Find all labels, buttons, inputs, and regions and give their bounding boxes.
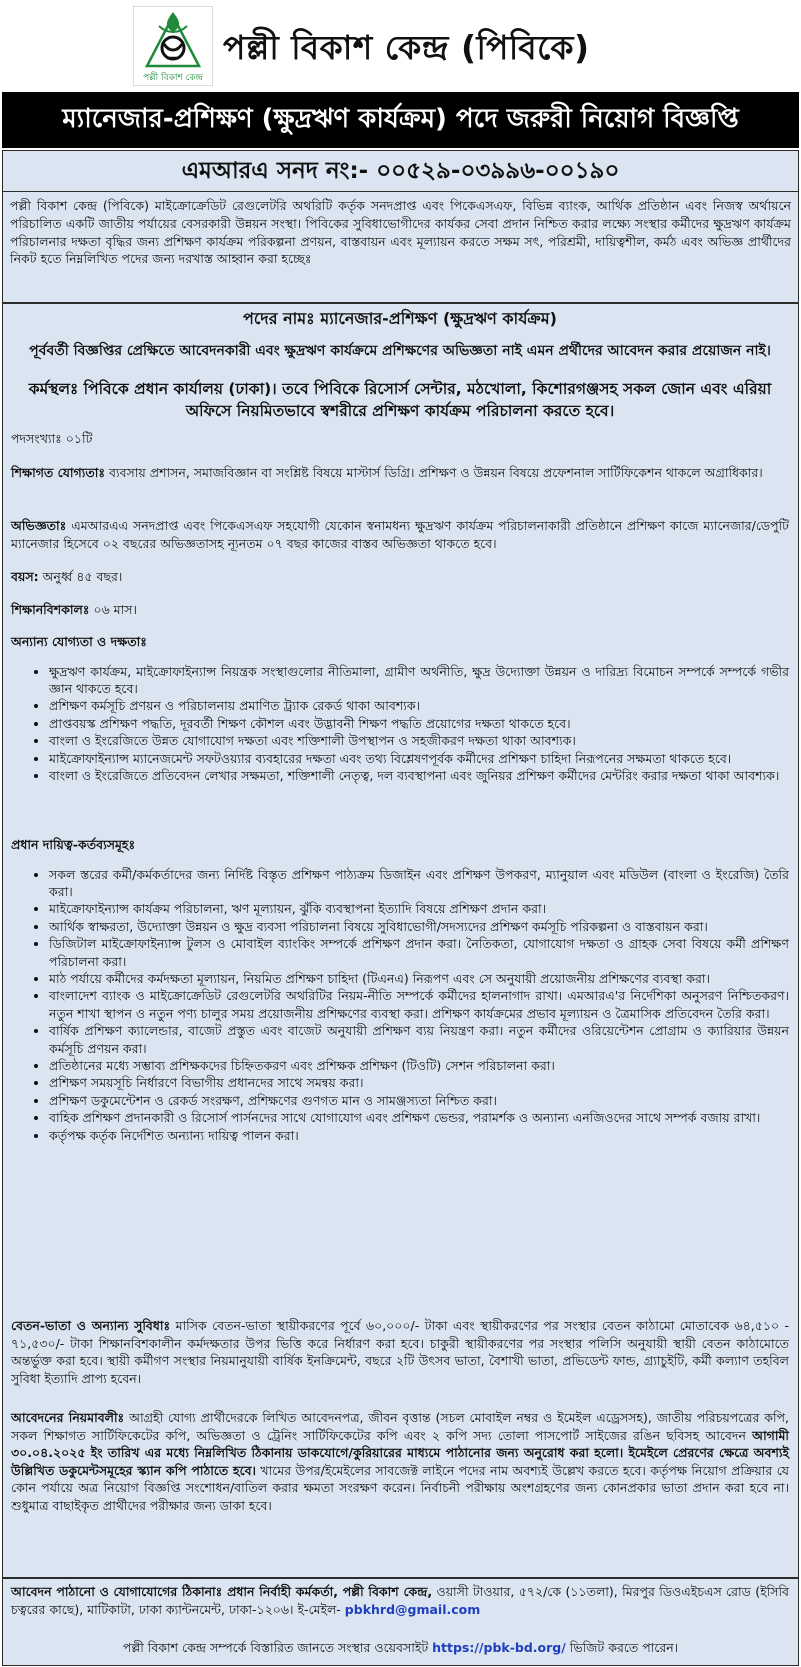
- contact-address-text: ওয়াসী টাওয়ার, ৫৭২/কে (১১তলা), মিরপুর ডিওএইচএস রোড (ইসিবি চত্বরের কাছে), মাটিকাটা, ঢাকা ক্যান্টনমেন্ট, ঢাকা-১২০৬। ই-মেইল-: [11, 1584, 790, 1617]
- probation-period: [11, 601, 789, 619]
- duties-list: [11, 866, 789, 1145]
- vacancy-count: পদসংখ্যাঃ ০১টি: [11, 431, 93, 446]
- salary-benefits: [11, 1317, 789, 1387]
- age-text: অনুর্ধ্ব ৪৫ বছর।: [38, 569, 123, 584]
- intro-box: [2, 191, 799, 303]
- other-skills-section: [11, 633, 789, 784]
- experience-text: এমআরএএ সনদপ্রাপ্ত এবং পিকেএসএফ সহযোগী যেকোন স্বনামধন্য ক্ষুদ্রঋণ কার্যক্রম পরিচালনাকারী প্রতিষ্ঠানে প্রশিক্ষণ কাজে ম্যানেজার/ডেপুটি ম্যানেজার হিসেবে ০২ বছরের অভিজ্ঞতাসহ ন্যূনতম ০৭ বছর কাজের বাস্তব অভিজ্ঞতা থাকতে হবে।: [11, 518, 789, 551]
- other-skills-heading: অন্যান্য যোগ্যতা ও দক্ষতাঃ: [11, 634, 147, 649]
- application-label: আবেদনের নিয়মাবলীঃ: [11, 1410, 125, 1425]
- header: [0, 0, 801, 90]
- workplace-notice: কর্মস্থলঃ পিবিকে প্রধান কার্যালয় (ঢাকা)। তবে পিবিকে রিসোর্স সেন্টার, মঠখোলা, কিশোরগঞ্জসহ সকল জোন এবং এরিয়া অফিসে নিয়মিতভাবে স্বশরীরে প্রশিক্ষণ কার্যক্রম পরিচালনা করতে হবে।: [28, 380, 772, 420]
- website-prefix: পল্লী বিকাশ কেন্দ্র সম্পর্কে বিস্তারিত জানতে সংস্থার ওয়েবসাইট: [122, 1640, 433, 1655]
- list-item: • সকল স্তরের কর্মী/কর্মকর্তাদের জন্য নির্দিষ্ট বিস্তৃত প্রশিক্ষণ পাঠ্যক্রম ডিজাইন এবং প্রশিক্ষণ উপকরণ, ম্যানুয়াল এবং মডিউল (বাংলা ও ইংরেজি) তৈরি করা।: [49, 866, 789, 901]
- list-item: • প্রাপ্তবয়স্ক প্রশিক্ষণ পদ্ধতি, দূরবর্তী শিক্ষণ কৌশল এবং উদ্ভাবনী শিক্ষণ পদ্ধতি প্রয়োগের দক্ষতা থাকতে হবে।: [49, 715, 789, 732]
- application-deadline: আগামী ৩০.০৪.২০২৫ ইং তারিখ এর মধ্যে নিম্নলিখিত ঠিকানায় ডাকযোগে/কুরিয়ারের মাধ্যমে পাঠানোর জন্য অনুরোধ করা হলো। ইমেইলে প্রেরণের ক্ষেত্রে অবশ্যই উল্লিখিত ডকুমেন্টসমূহের স্ক্যান কপি পাঠাতে হবে।: [11, 1427, 789, 1478]
- experience-label: অভিজ্ঞতাঃ: [11, 518, 67, 533]
- website-line: [3, 1639, 798, 1657]
- list-item: • ডিজিটাল মাইক্রোফাইন্যান্স টুলস ও মোবাইল ব্যাংকিং সম্পর্কে প্রশিক্ষণ প্রদান করা। নৈতিকতা, যোগাযোগ দক্ষতা ও গ্রাহক সেবা বিষয়ে কর্মী প্রশিক্ষণ পরিচালনা করা।: [49, 935, 789, 970]
- contact-address: [11, 1583, 789, 1619]
- mra-certificate-number: এমআরএ সনদ নং:- ০০৫২৯-০৩৯৯৬-০০১৯০: [2, 150, 799, 192]
- list-item: • প্রশিক্ষণ ডকুমেন্টেশন ও রেকর্ড সংরক্ষণ, প্রশিক্ষণের গুণগত মান ও সামঞ্জস্যতা নিশ্চিত করা।: [49, 1092, 789, 1109]
- list-item: • বার্ষিক প্রশিক্ষণ ক্যালেন্ডার, বাজেট প্রস্তুত এবং বাজেট অনুযায়ী প্রশিক্ষণ ব্যয় নিয়ন্ত্রণ করা। নতুন কর্মীদের ওরিয়েন্টেশন প্রোগ্রাম ও ক্যারিয়ার উন্নয়ন কর্মসূচি প্রণয়ন করা।: [49, 1022, 789, 1057]
- duties-heading: প্রধান দায়িত্ব-কর্তব্যসমূহঃ: [11, 837, 136, 852]
- list-item: • ক্ষুদ্রঋণ কার্যক্রম, মাইক্রোফাইন্যান্স নিয়ন্ত্রক সংস্থাগুলোর নীতিমালা, গ্রামীণ অর্থনীতি, ক্ষুদ্র উদ্যোক্তা উন্নয়ন ও দারিদ্র্য বিমোচন সম্পর্কে সম্পর্কে গভীর জ্ঞান থাকতে হবে।: [49, 663, 789, 698]
- list-item: • বাংলা ও ইংরেজিতে প্রতিবেদন লেখার সক্ষমতা, শক্তিশালী নেতৃত্ব, দল ব্যবস্থাপনা এবং জুনিয়র প্রশিক্ষণ কর্মীদের মেন্টরিং করার দক্ষতা থাকা আবশ্যক।: [49, 767, 789, 784]
- org-title: পল্লী বিকাশ কেন্দ্র (পিবিকে): [223, 28, 590, 67]
- website-suffix: ভিজিট করতে পারেন।: [565, 1640, 679, 1655]
- website-link[interactable]: https://pbk-bd.org/: [432, 1640, 566, 1655]
- application-rules: [11, 1409, 789, 1515]
- duties-section: [11, 836, 789, 1144]
- probation-label: শিক্ষানবিশকালঃ: [11, 602, 90, 617]
- list-item: • প্রশিক্ষণ কর্মসূচি প্রণয়ন ও পরিচালনায় প্রমাণিত ট্র্যাক রেকর্ড থাকা আবশ্যক।: [49, 697, 789, 714]
- other-skills-list: [11, 663, 789, 785]
- experience-requirement: [11, 517, 789, 552]
- list-item: • বাংলাদেশ ব্যাংক ও মাইক্রোক্রেডিট রেগুলেটরি অথরিটির নিয়ম-নীতি সম্পর্কে কর্মীদের হালনাগাদ রাখা। এমআরএ'র নির্দেশিকা অনুসরণ নিশ্চিতকরণ। নতুন শাখা স্থাপন ও নতুন পণ্য চালুর সময় প্রয়োজনীয় প্রশিক্ষণের ব্যবস্থা করা। প্রশিক্ষণ কার্যক্রমের প্রভাব মূল্যায়ন ও ত্রৈমাসিক প্রতিবেদন তৈরি করা।: [49, 987, 789, 1022]
- notice-title: ম্যানেজার-প্রশিক্ষণ (ক্ষুদ্রঋণ কার্যক্রম) পদে জরুরী নিয়োগ বিজ্ঞপ্তি: [2, 92, 799, 148]
- post-title: পদের নামঃ ম্যানেজার-প্রশিক্ষণ (ক্ষুদ্রঋণ কার্যক্রম): [243, 309, 557, 328]
- age-label: বয়স:: [11, 569, 39, 584]
- list-item: • মাইক্রোফাইন্যান্স কার্যক্রম পরিচালনা, ঋণ মূল্যায়ন, ঝুঁকি ব্যবস্থাপনা ইত্যাদি বিষয়ে প্রশিক্ষণ প্রদান করা।: [49, 900, 789, 917]
- logo-text: পল্লী বিকাশ কেন্দ্র: [143, 73, 203, 83]
- list-item: • বাংলা ও ইংরেজিতে উন্নত যোগাযোগ দক্ষতা এবং শক্তিশালী উপস্থাপন ও সহজীকরণ দক্ষতা থাকা আবশ্যক।: [49, 732, 789, 749]
- intro-text: পল্লী বিকাশ কেন্দ্র (পিবিকে) মাইক্রোক্রেডিট রেগুলেটরি অথরিটি কর্তৃক সনদপ্রাপ্ত এবং পিকেএসএফ, বিভিন্ন ব্যাংক, আর্থিক প্রতিষ্ঠান এবং নিজস্ব অর্থায়নে পরিচালিত একটি জাতীয় পর্যায়ের বেসরকারী উন্নয়ন সংস্থা। পিবিকের সুবিধাভোগীদের কার্যকর সেবা প্রদান নিশ্চিত করার লক্ষ্যে সংস্থার কর্মীদের ক্ষুদ্রঋণ কার্যক্রম পরিচালনার দক্ষতা বৃদ্ধির জন্য প্রশিক্ষণ কার্যক্রম পরিকল্পনা প্রণয়ন, বাস্তবায়ন এবং মূল্যায়ন করতে সক্ষম সৎ, পরিশ্রমী, দায়িত্বশীল, কর্মঠ এবং অভিজ্ঞ প্রার্থীদের নিকট হতে নিম্নলিখিত পদের জন্য দরখাস্ত আহ্বান করা হচ্ছেঃ: [10, 198, 791, 267]
- list-item: • মাইক্রোফাইন্যান্স ম্যানেজমেন্ট সফটওয়্যার ব্যবহারের দক্ষতা এবং তথ্য বিশ্লেষণপূর্বক কর্মীদের প্রশিক্ষণ চাহিদা নিরূপনের সক্ষমতা থাকতে হবে।: [49, 750, 789, 767]
- age-limit: [11, 568, 789, 586]
- contact-address-bold: প্রধান নির্বাহী কর্মকর্তা, পল্লী বিকাশ কেন্দ্র,: [222, 1584, 433, 1599]
- probation-text: ০৬ মাস।: [89, 602, 137, 617]
- education-text: ব্যবসায় প্রশাসন, সমাজবিজ্ঞান বা সংশ্লিষ্ট বিষয়ে মাস্টার্স ডিগ্রি। প্রশিক্ষণ ও উন্নয়ন বিষয়ে প্রফেশনাল সার্টিফিকেশন থাকলে অগ্রাধিকার।: [105, 465, 763, 480]
- contact-label: আবেদন পাঠানো ও যোগাযোগের ঠিকানাঃ: [11, 1584, 223, 1599]
- contact-box: [2, 1578, 799, 1666]
- education-requirement: [11, 464, 789, 482]
- previous-applicants-notice: পূর্ববর্তী বিজ্ঞপ্তির প্রেক্ষিতে আবেদনকারী এবং ক্ষুদ্রঋণ কার্যক্রমে প্রশিক্ষণের অভিজ্ঞতা নাই এমন প্রর্থীদের আবেদন করার প্রয়োজন নাই।: [29, 343, 771, 359]
- list-item: • প্রশিক্ষণ সময়সূচি নির্ধারণে বিভাগীয় প্রধানদের সাথে সমন্বয় করা।: [49, 1074, 789, 1091]
- main-box: [2, 303, 799, 1578]
- list-item: • কর্তৃপক্ষ কর্তৃক নির্দেশিত অন্যান্য দায়িত্ব পালন করা।: [49, 1127, 789, 1144]
- pbk-logo-icon: [133, 6, 213, 86]
- list-item: • মাঠ পর্যায়ে কর্মীদের কর্মদক্ষতা মূল্যায়ন, নিয়মিত প্রশিক্ষণ চাহিদা (টিএনএ) নিরূপণ এবং সে অনুযায়ী প্রয়োজনীয় প্রশিক্ষণের ব্যবস্থা করা।: [49, 970, 789, 987]
- education-label: শিক্ষাগত যোগ্যতাঃ: [11, 465, 106, 480]
- application-text-1: আগ্রহী যোগ্য প্রার্থীদেরকে লিখিত আবেদনপত্র, জীবন বৃত্তান্ত (সচল মোবাইল নম্বর ও ইমেইল এড্রেসসহ), জাতীয় পরিচয়পত্রের কপি, সকল শিক্ষাগত সার্টিফিকেটের কপি, অভিজ্ঞতা ও ট্রেনিং সার্টিফিকেটের কপি এবং ২ কপি সদ্য তোলা পাসপোর্ট সাইজের রঙিন ছবিসহ আবেদন: [11, 1410, 789, 1443]
- contact-email-link[interactable]: pbkhrd@gmail.com: [344, 1602, 481, 1617]
- list-item: • বাহিক প্রশিক্ষণ প্রদানকারী ও রিসোর্স পার্সনদের সাথে যোগাযোগ এবং প্রশিক্ষণ ভেন্ডর, পরামর্শক ও অন্যান্য এনজিওদের সাথে সম্পর্ক বজায় রাখা।: [49, 1109, 789, 1126]
- salary-label: বেতন-ভাতা ও অন্যান্য সুবিধাঃ: [11, 1318, 171, 1333]
- salary-text: মাসিক বেতন-ভাতা স্থায়ীকরণের পূর্বে ৬০,০০০/- টাকা এবং স্থায়ীকরণের পর সংস্থার বেতন কাঠামো মোতাবেক ৬৪,৫১০ - ৭১,৫৩০/- টাকা শিক্ষানবিশকালীন কর্মদক্ষতার উপর ভিত্তি করে নির্ধারণ করা হবে। চাকুরী স্থায়ীকরণের পর সংস্থার পলিসি অনুযায়ী স্থায়ী বেতন কাঠামোতে অন্তর্ভুক্ত করা হবে। স্থায়ী কর্মীগণ সংস্থার নিয়মানুযায়ী বার্ষিক ইনক্রিমেন্ট, বছরে ২টি উৎসব ভাতা, বৈশাখী ভাতা, প্রভিডেন্ট ফান্ড, গ্র্যাচুইটি, কর্মী কল্যাণ তহবিল সুবিধা ইত্যাদি প্রাপ্য হবেন।: [11, 1318, 789, 1386]
- list-item: • আর্থিক স্বাক্ষরতা, উদ্যোক্তা উন্নয়ন ও ক্ষুদ্র ব্যবসা পরিচালনা বিষয়ে সুবিধাভোগী/সদস্যদের প্রশিক্ষণ কর্মসূচি পরিকল্পনা ও বাস্তবায়ন করা।: [49, 918, 789, 935]
- list-item: • প্রতিষ্ঠানের মধ্যে সম্ভাব্য প্রশিক্ষকদের চিহ্নিতকরণ এবং প্রশিক্ষক প্রশিক্ষণ (টিওটি) সেশন পরিচালনা করা।: [49, 1057, 789, 1074]
- application-text-2: খামের উপর/ইমেইলের সাবজেক্ট লাইনে পদের নাম অবশ্যই উল্লেখ করতে হবে। কর্তৃপক্ষ নিয়োগ প্রক্রিয়ার যে কোন পর্যায়ে অত্র নিয়োগ বিজ্ঞপ্তি সংশোধন/বাতিল করার ক্ষমতা সংরক্ষণ করেন। নির্বাচনী পরীক্ষায় অংশগ্রহণের জন্য কোনপ্রকার ভাতা প্রদান করা হবে না। শুধুমাত্র বাছাইকৃত প্রার্থীদের পরীক্ষার জন্য ডাকা হবে।: [11, 1462, 789, 1513]
